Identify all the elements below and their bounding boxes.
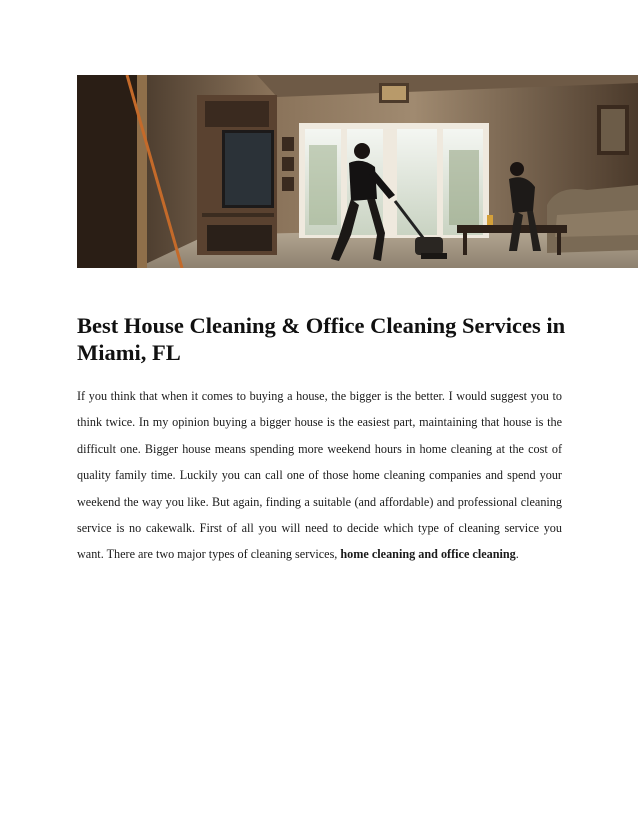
hero-photo bbox=[77, 75, 638, 268]
article-body-emphasis: home cleaning and office cleaning bbox=[340, 547, 516, 562]
article-title: Best House Cleaning & Office Cleaning Services in Miami, FL bbox=[77, 313, 566, 365]
article-body-text: If you think that when it comes to buying a house, the bigger is the better. I would suggest you to think twice. In my opinion buying a bigger house is the easiest part, maintaining that house is the difficult one. Bigger house means spending more weekend hours in home cleaning at the cost of quality family time. Luckily you can call one of those home cleaning companies and spend your weekend the way you like. But again, finding a suitable (and affordable) and professional cleaning service is no cakewalk. First of all you will need to decide which type of cleaning service you want. There are two major types of cleaning services, bbox=[77, 389, 562, 562]
article-body-end: . bbox=[515, 547, 519, 562]
article-body bbox=[77, 383, 562, 568]
